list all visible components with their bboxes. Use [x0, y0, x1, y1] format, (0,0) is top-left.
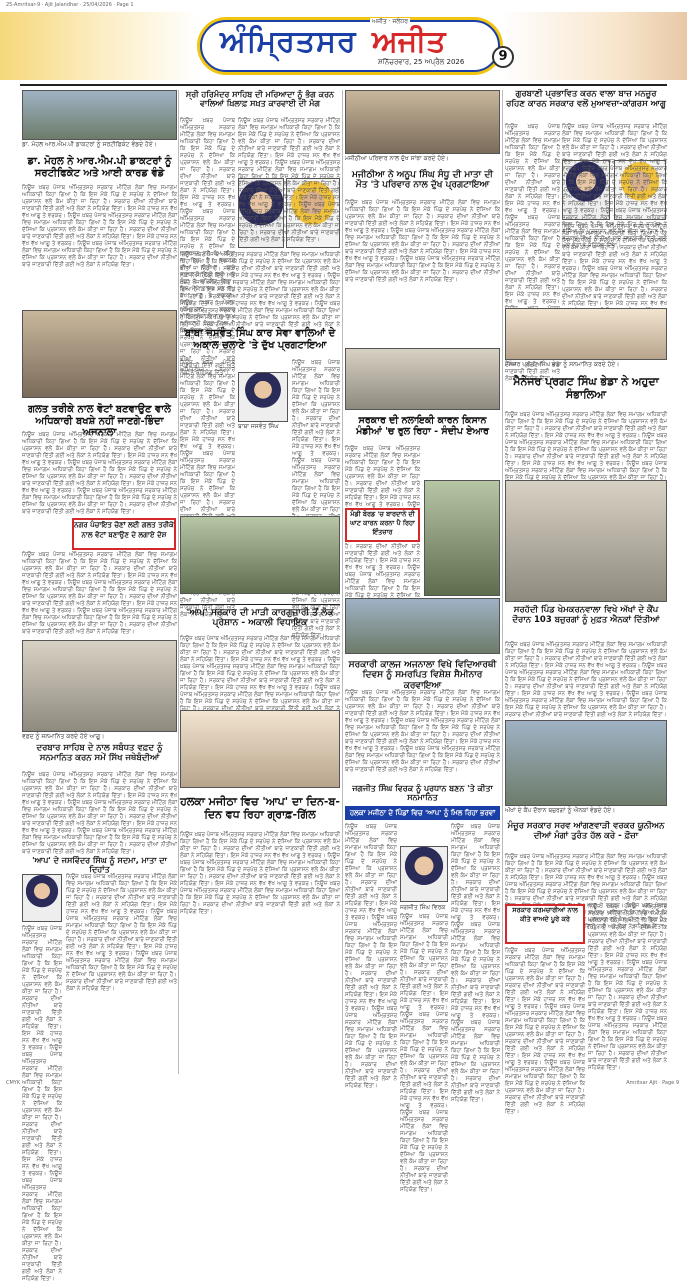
- print-footer: [0, 1078, 687, 1089]
- masthead-tagline: ਅਜੀਤ · ਜਲੰਧਰ: [372, 18, 408, 25]
- article-top-center-body-3: [180, 252, 340, 322]
- rmp-doctors-photo: [22, 90, 177, 140]
- article-majithia-body: [345, 200, 500, 344]
- headline-rmp-certificates: ਡਾ. ਮੋਹਲ ਨੇ ਆਰ.ਐਮ.ਪੀ ਡਾਕਟਰਾਂ ਨੂੰ ਸਰਟੀਫਿਕੇਟ ਅਤੇ ਆਈ ਕਾਰਡ ਵੰਡੇ: [27, 156, 172, 179]
- masthead-date: ਸ਼ਨਿੱਚਰਵਾਰ, 25 ਅਪ੍ਰੈਲ 2026: [378, 58, 465, 66]
- article-college-body: [345, 690, 500, 780]
- column-rule-2: [342, 90, 343, 1074]
- article-compensation-body: [505, 124, 560, 304]
- delegation-caption: ਵਫ਼ਦ ਨੂੰ ਸਨਮਾਨਿਤ ਕਰਦੇ ਹੋਏ ਆਗੂ।: [22, 733, 105, 740]
- gathering-photo: [180, 516, 340, 594]
- mandi-photo: [345, 348, 500, 410]
- footer-page-label: Amritsar Ajit · Page 9: [626, 1080, 679, 1086]
- article-anganwadi-body: [505, 854, 667, 902]
- headline-majitha-aap: ਹਲਕਾ ਮਜੀਠਾ ਵਿਚ 'ਆਪ' ਦਾ ਦਿਨ-ਬ-ਦਿਨ ਵਧ ਰਿਹਾ ਗ੍ਰਾਫ਼-ਗਿੱਲ: [180, 795, 340, 821]
- headline-eye-camp: ਸਰਹੱਦੀ ਪਿੰਡ ਖੇਮਕਰਨਵਾਲਾ ਵਿਖੇ ਅੱਖਾਂ ਦੇ ਕੈਂਪ ਦੌਰਾਨ 103 ਬਜ਼ੁਰਗਾਂ ਨੂੰ ਮੁਫ਼ਤ ਐਨਕਾਂ ਦਿੱਤੀਆਂ: [512, 605, 660, 625]
- masthead-rule: [20, 84, 667, 86]
- headline-manager-bheda: ਮੈਨੇਜਰ ਪ੍ਰਗਟ ਸਿੰਘ ਭੇਡਾ ਨੇ ਅਹੁਦਾ ਸੰਭਾਲਿਆ: [513, 375, 659, 401]
- masthead-title-ajit: ਅਜੀਤ: [372, 24, 446, 59]
- article-wrong-votes-body: [22, 432, 177, 518]
- headline-delegation: ਦਰਬਾਰ ਸਾਹਿਬ ਦੇ ਨਾਲ ਸਬੰਧਤ ਵਫ਼ਦ ਨੂੰ ਸਨਮਾਨਿਤ ਕਰਨ ਸਮੇਂ ਸਿੱਖ ਜਥੇਬੰਦੀਆਂ: [36, 743, 163, 763]
- eye-camp-photo: [505, 480, 667, 602]
- masthead: [200, 20, 500, 72]
- page-number: 9: [492, 46, 514, 68]
- rmp-photo-caption: ਡਾ. ਮੋਹਲ ਆਰ.ਐਮ.ਪੀ ਡਾਕਟਰਾਂ ਨੂੰ ਸਰਟੀਫਿਕੇਟ ਵੰਡਦੇ ਹੋਏ।: [22, 141, 157, 148]
- article-compensation-body-3: [562, 224, 667, 304]
- article-mother-demise-body-2: [22, 926, 62, 1074]
- headline-anganwadi: ਮੰਜ਼ੂਰ ਸਰਕਾਰ ਸਰਵ ਆਂਗਣਵਾੜੀ ਵਰਕਰ ਯੂਨੀਅਨ ਦੀਆਂ ਮੰਗਾਂ ਤੁਰੰਤ ਹੱਲ ਕਰੇ - ਫ਼ੌਜ਼ਾ: [507, 821, 665, 841]
- condolence-photo: [345, 90, 500, 154]
- article-mother-demise-body: [66, 874, 177, 1074]
- article-wrong-votes-body-2: [22, 552, 177, 634]
- article-majitha-body: [180, 832, 340, 1074]
- headline-farmers-mandi: ਸਰਕਾਰ ਦੀ ਨਲਾਇਕੀ ਕਾਰਨ ਕਿਸਾਨ ਮੰਡੀਆਂ 'ਚ ਰੁਲ ਰਿਹਾ - ਸੰਦੀਪ ਏਆਰ: [356, 415, 489, 437]
- anganwadi-photo: [505, 720, 667, 806]
- article-aap-body: [180, 636, 340, 708]
- article-top-center-body-2: [238, 118, 340, 176]
- mandi-grain-photo: [424, 480, 500, 596]
- baba-jaswant-portrait: [238, 372, 288, 422]
- anganwadi-caption: ਅੱਖਾਂ ਦੇ ਕੈਂਪ ਦੌਰਾਨ ਬਜ਼ੁਰਗਾਂ ਨੂੰ ਐਨਕਾਂ ਵੰਡਦੇ ਹੋਏ।: [505, 807, 616, 814]
- headline-top-center: ਸ੍ਰੀ ਹਰਿਮੰਦਰ ਸਾਹਿਬ ਦੀ ਮਰਿਆਦਾ ਨੂੰ ਭੰਗ ਕਰਨ ਵਾਲਿਆਂ ਖ਼ਿਲਾਫ਼ ਸਖ਼ਤ ਕਾਰਵਾਈ ਦੀ ਮੰਗ: [185, 90, 335, 109]
- column-rule-3: [502, 90, 503, 1074]
- article-eye-camp-body: [505, 642, 667, 718]
- article-anganwadi-body-3: [505, 948, 585, 1074]
- footer-cmyk: CMYK: [6, 1080, 21, 1086]
- article-virk-body-2: [451, 824, 500, 1074]
- highlight-box-votes: ਨਗਰ ਪੰਚਾਇਤ ਚੋਣਾਂ ਲਈ ਗਲਤ ਤਰੀਕੇ ਨਾਲ ਵੋਟਾਂ ਬਣਾਉਣ ਦੇ ਲਗਾਏ ਦੋਸ਼: [72, 518, 176, 550]
- masthead-title-amritsar: ਅੰਮ੍ਰਿਤਸਰ: [220, 24, 357, 59]
- article-anganwadi-body-2: [588, 904, 667, 1074]
- headline-baba-jaswant: ਬਾਬਾ ਜਸਵੰਤ ਸਿੰਘ ਕਾਰ ਸੇਵਾ ਵਾਲਿਆਂ ਦੇ ਅਕਾਲ ਚਲਾਣੇ 'ਤੇ ਦੁੱਖ ਪ੍ਰਗਟਾਇਆ: [184, 328, 336, 351]
- college-photo: [345, 598, 500, 654]
- aap-rally-photo: [180, 710, 340, 788]
- virk-portrait: [400, 846, 448, 902]
- headline-virk-honoured: ਜਗਜੀਤ ਸਿੰਘ ਵਿਰਕ ਨੂੰ ਪ੍ਰਧਾਨ ਬਣਨ 'ਤੇ ਕੀਤਾ ਸਨਮਾਨਿਤ: [352, 784, 493, 803]
- article-delegation-body: [22, 772, 177, 852]
- virk-portrait-caption: ਜਗਜੀਤ ਸਿੰਘ ਵਿਰਕ: [400, 904, 446, 911]
- column-rule-1: [178, 90, 179, 1074]
- article-compensation-body-2: [562, 124, 667, 158]
- article-baba-body-2: [292, 360, 340, 512]
- meeting-photo: [22, 310, 177, 398]
- highlight-box-anganwadi: ਸਰਕਾਰ ਕਰਮਚਾਰੀਆਂ ਨਾਲ ਕੀਤੇ ਵਾਅਦੇ ਪੂਰੇ ਕਰੇ: [505, 904, 585, 944]
- article-virk-body: [345, 824, 397, 1074]
- manager-photo: [505, 308, 667, 360]
- obituary-portrait: [22, 874, 62, 922]
- baba-portrait-caption: ਬਾਬਾ ਜਸਵੰਤ ਸਿੰਘ: [238, 423, 279, 430]
- highlight-band-majitha: ਹਲਕਾ ਮਜੀਠਾ ਦੇ ਪਿੰਡਾਂ ਵਿਚ 'ਆਪ' ਨੂੰ ਮਿਲ ਰਿਹਾ ਭਰਵਾਂ ਹੁੰਗਾਰਾ: [345, 806, 500, 820]
- headline-wrong-votes: ਗਲਤ ਤਰੀਕੇ ਨਾਲ ਵੋਟਾਂ ਬਣਵਾਉਣ ਵਾਲੇ ਅਧਿਕਾਰੀ ਬਖਸ਼ੇ ਨਹੀਂ ਜਾਣਗੇ-ਭਿੰਦਾ ਅਜਨਾਲਾ: [28, 404, 171, 438]
- headline-aap-government: 'ਆਪ' ਸਰਕਾਰ ਦੀ ਮਾੜੀ ਕਾਰਗੁਜ਼ਾਰੀ ਤੋਂ ਲੋਕ ਪ੍ਰੇਸ਼ਾਨ - ਅਕਾਲੀ ਵਿਧਾਇਕ: [186, 608, 334, 629]
- manager-caption: ਮੈਨੇਜਰ ਪ੍ਰਗਟ ਸਿੰਘ ਭੇਡਾ ਨੂੰ ਸਨਮਾਨਿਤ ਕਰਦੇ ਹੋਏ।: [505, 361, 620, 368]
- article-baba-body: [180, 360, 235, 512]
- highlight-box-mandi: ਮੰਡੀ ਬੋਰਡ 'ਚ ਬਾਰਦਾਨੇ ਦੀ ਘਾਟ ਕਾਰਨ ਕਰਨਾ ਪੈ ਰਿਹਾ ਇੰਤਜ਼ਾਰ: [345, 508, 420, 542]
- article-manager-body: [505, 412, 667, 478]
- print-slug: 25-Amritsar-9 · Ajit Jalandhar · 25/04/2026 · Page 1: [6, 2, 134, 8]
- golden-temple-illustration: [0, 12, 200, 80]
- headline-compensation: ਗੁਰਬਾਣੀ ਪ੍ਰਭਾਵਿਤ ਕਰਨ ਵਾਲਾ ਬਾਜ਼ ਮਨਜ਼ੂਰ ਰਹਿਣ ਕਾਰਨ ਸਰਕਾਰ ਵਲੋਂ ਮੁਆਵਜ਼ਾ-ਕਾਂਗਰਸ ਆਗੂ: [506, 89, 666, 109]
- heritage-building-illustration: [500, 12, 687, 80]
- headline-college-seminar: ਸਰਕਾਰੀ ਕਾਲਜ ਅਜਨਾਲਾ ਵਿਖੇ ਵਿਦਿਆਰਥੀ ਦਿਵਸ ਨੂੰ ਸਮਰਪਿਤ ਵਿਸ਼ੇਸ਼ ਸੈਮੀਨਾਰ ਕਰਵਾਇਆ: [348, 660, 497, 691]
- headline-majithia-condolence: ਮਜੀਠੀਆ ਨੇ ਅਨੂਪ ਸਿੰਘ ਸੰਧੂ ਦੀ ਮਾਤਾ ਦੀ ਮੌਤ 'ਤੇ ਪਰਿਵਾਰ ਨਾਲ ਦੁੱਖ ਪ੍ਰਗਟਾਇਆ: [351, 170, 494, 191]
- article-virk-body-3: [400, 914, 448, 1074]
- section-rule: [180, 604, 340, 605]
- condolence-caption: ਮਜੀਠੀਆ ਪਰਿਵਾਰ ਨਾਲ ਦੁੱਖ ਸਾਂਝਾ ਕਰਦੇ ਹੋਏ।: [345, 155, 450, 162]
- delegation-photo: [22, 640, 177, 732]
- headline-mother-demise: 'ਆਪ' ਦੇ ਜਸਵਿੰਦਰ ਸਿੰਘ ਨੂੰ ਸਦਮਾ, ਮਾਤਾ ਦਾ ਦਿਹਾਂਤ: [32, 856, 167, 875]
- article-rmp-body: [22, 185, 177, 305]
